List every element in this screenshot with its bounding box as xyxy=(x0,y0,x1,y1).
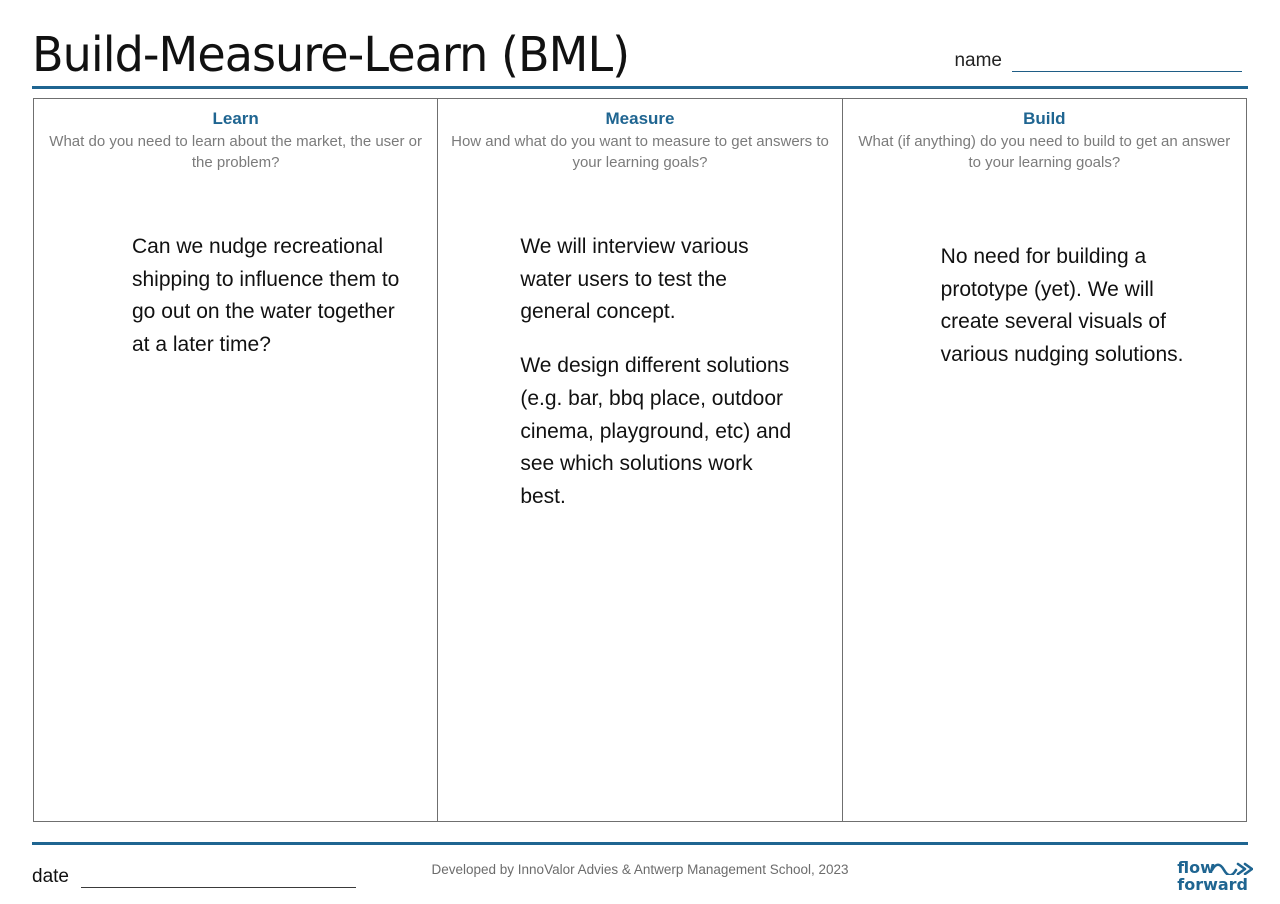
page-header xyxy=(32,18,1248,83)
footer-divider xyxy=(32,842,1248,845)
column-learn-entry-1: Can we nudge recreational shipping to influence them to go out on the water together at a later time? xyxy=(132,234,400,357)
column-learn-heading: Learn xyxy=(212,109,259,128)
column-measure-body[interactable] xyxy=(444,231,835,514)
column-build-entry-1: No need for building a prototype (yet). We will create several visuals of various nudging solutions. xyxy=(940,244,1184,367)
column-build xyxy=(842,99,1246,821)
flowforward-logo xyxy=(1177,860,1248,894)
name-input-line[interactable] xyxy=(1012,52,1242,72)
bml-columns xyxy=(33,98,1247,822)
page-title: Build-Measure-Learn (BML) xyxy=(32,26,630,83)
column-measure-entry-1: We will interview various water users to test the general concept. xyxy=(520,234,749,324)
logo-line-1 xyxy=(1177,860,1248,877)
column-build-heading: Build xyxy=(1023,109,1066,128)
logo-line-2: forward xyxy=(1177,874,1248,894)
wave-icon xyxy=(1211,861,1253,875)
column-learn-prompt: What do you need to learn about the market, the user or the problem? xyxy=(49,133,423,171)
name-label: name xyxy=(954,50,1002,71)
column-learn xyxy=(34,99,437,821)
header-divider xyxy=(32,86,1248,89)
column-build-prompt: What (if anything) do you need to build to get an answer to your learning goals? xyxy=(858,133,1231,171)
column-measure-prompt: How and what do you want to measure to get answers to your learning goals? xyxy=(451,133,829,171)
column-build-body[interactable] xyxy=(849,241,1240,372)
page-footer xyxy=(32,852,1248,902)
logo-line-1-text: flow xyxy=(1177,858,1215,877)
column-measure xyxy=(437,99,841,821)
column-measure-entry-2: We design different solutions (e.g. bar, bbq place, outdoor cinema, playground, etc) and see which solutions work best. xyxy=(520,354,792,509)
column-learn-body[interactable] xyxy=(40,231,431,362)
name-field-group xyxy=(954,50,1242,72)
credit-text: Developed by InnoValor Advies & Antwerp Management School, 2023 xyxy=(431,862,849,877)
date-label: date xyxy=(32,866,69,887)
column-measure-heading: Measure xyxy=(605,109,675,128)
